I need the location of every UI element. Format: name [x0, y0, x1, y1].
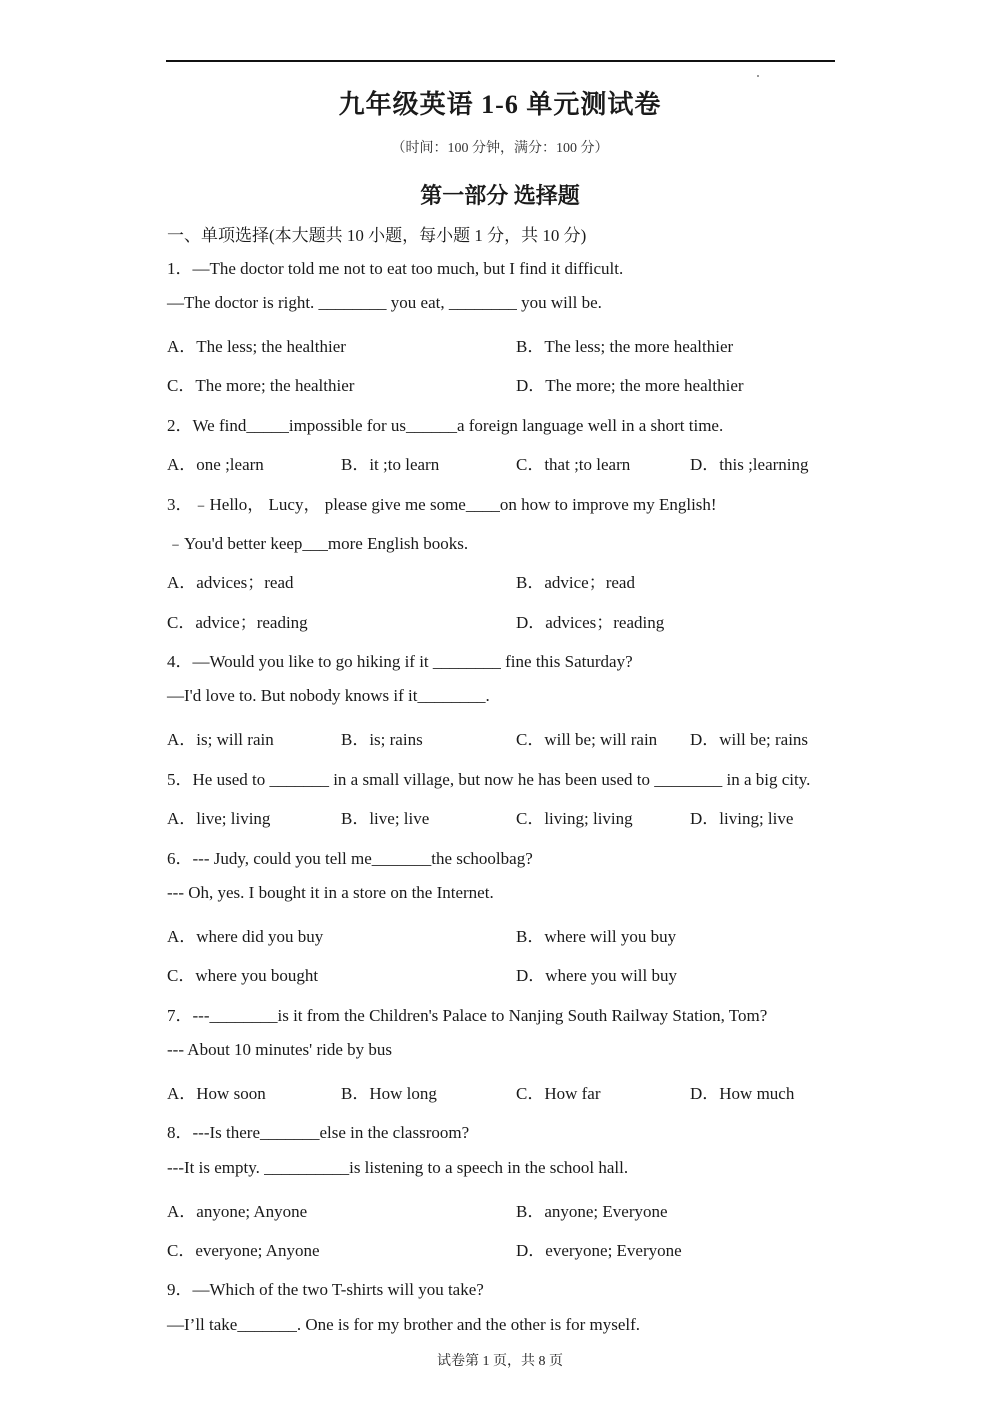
question-6-option-c[interactable]: C．where you bought — [167, 966, 319, 985]
question-3-option-b[interactable]: B．advice；read — [516, 573, 635, 592]
question-8-option-c[interactable]: C．everyone; Anyone — [167, 1241, 320, 1260]
question-8-option-a[interactable]: A．anyone; Anyone — [167, 1202, 308, 1221]
question-7-reply: --- About 10 minutes' ride by bus — [167, 1040, 392, 1059]
question-2-stem: 2．We find_____impossible for us______a foreign language well in a short time. — [167, 416, 724, 435]
question-1-reply: —The doctor is right. ________ you eat, ________ you will be. — [167, 293, 602, 312]
question-1-option-a[interactable]: A．The less; the healthier — [167, 337, 346, 356]
question-8-reply: ---It is empty. __________is listening to a speech in the school hall. — [167, 1158, 629, 1177]
question-6-option-b[interactable]: B．where will you buy — [516, 927, 677, 946]
question-4-stem: 4．—Would you like to go hiking if it ________ fine this Saturday? — [167, 652, 633, 671]
question-9-reply: —I’ll take_______. One is for my brother and the other is for myself. — [167, 1315, 641, 1334]
question-5-option-c[interactable]: C．living; living — [516, 809, 633, 828]
question-7-option-c[interactable]: C．How far — [516, 1084, 601, 1103]
question-4-option-c[interactable]: C．will be; will rain — [516, 730, 658, 749]
question-4-option-b[interactable]: B．is; rains — [341, 730, 423, 749]
question-5-stem: 5．He used to _______ in a small village, but now he has been used to ________ in a big city. — [167, 770, 811, 789]
question-3-option-d[interactable]: D．advices；reading — [516, 613, 665, 632]
question-1-option-b[interactable]: B．The less; the more healthier — [516, 337, 734, 356]
question-2-option-d[interactable]: D．this ;learning — [690, 455, 809, 474]
question-5-option-a[interactable]: A．live; living — [167, 809, 271, 828]
question-7-option-a[interactable]: A．How soon — [167, 1084, 266, 1103]
question-6-option-d[interactable]: D．where you will buy — [516, 966, 678, 985]
question-6-option-a[interactable]: A．where did you buy — [167, 927, 324, 946]
exam-title: 九年级英语 1-6 单元测试卷 — [338, 90, 662, 119]
question-5-option-b[interactable]: B．live; live — [341, 809, 430, 828]
question-2-option-a[interactable]: A．one ;learn — [167, 455, 264, 474]
question-4-option-a[interactable]: A．is; will rain — [167, 730, 274, 749]
page-footer: 试卷第 1 页，共 8 页 — [437, 1354, 563, 1369]
question-4-option-d[interactable]: D．will be; rains — [690, 730, 809, 749]
question-6-reply: --- Oh, yes. I bought it in a store on the Internet. — [167, 883, 494, 902]
question-7-stem: 7．---________is it from the Children's Palace to Nanjing South Railway Station, Tom? — [167, 1006, 768, 1025]
question-1-option-d[interactable]: D．The more; the more healthier — [516, 376, 744, 395]
question-1-stem: 1．—The doctor told me not to eat too much, but I find it difficult. — [167, 259, 624, 278]
question-4-reply: —I'd love to. But nobody knows if it________. — [167, 686, 490, 705]
question-8-option-d[interactable]: D．everyone; Everyone — [516, 1241, 682, 1260]
question-5-option-d[interactable]: D．living; live — [690, 809, 794, 828]
question-1-option-c[interactable]: C．The more; the healthier — [167, 376, 355, 395]
question-7-option-d[interactable]: D．How much — [690, 1084, 795, 1103]
question-2-option-b[interactable]: B．it ;to learn — [341, 455, 440, 474]
question-9-stem: 9．—Which of the two T-shirts will you take? — [167, 1280, 484, 1299]
question-3-option-c[interactable]: C．advice；reading — [167, 613, 308, 632]
top-rule — [166, 60, 835, 62]
question-3-stem: 3．﹣Hello， Lucy， please give me some____on how to improve my English! — [167, 495, 717, 514]
stray-mark — [757, 75, 759, 77]
question-3-option-a[interactable]: A．advices；read — [167, 573, 294, 592]
part-heading: 第一部分 选择题 — [420, 183, 580, 208]
question-8-option-b[interactable]: B．anyone; Everyone — [516, 1202, 668, 1221]
question-2-option-c[interactable]: C．that ;to learn — [516, 455, 631, 474]
question-7-option-b[interactable]: B．How long — [341, 1084, 437, 1103]
question-8-stem: 8．---Is there_______else in the classroom? — [167, 1123, 470, 1142]
question-6-stem: 6．--- Judy, could you tell me_______the schoolbag? — [167, 849, 533, 868]
question-3-reply: ﹣You'd better keep___more English books. — [167, 534, 469, 553]
section-heading: 一、单项选择(本大题共 10 小题，每小题 1 分，共 10 分) — [167, 226, 587, 245]
exam-subtitle: （时间：100 分钟，满分：100 分） — [391, 141, 609, 156]
